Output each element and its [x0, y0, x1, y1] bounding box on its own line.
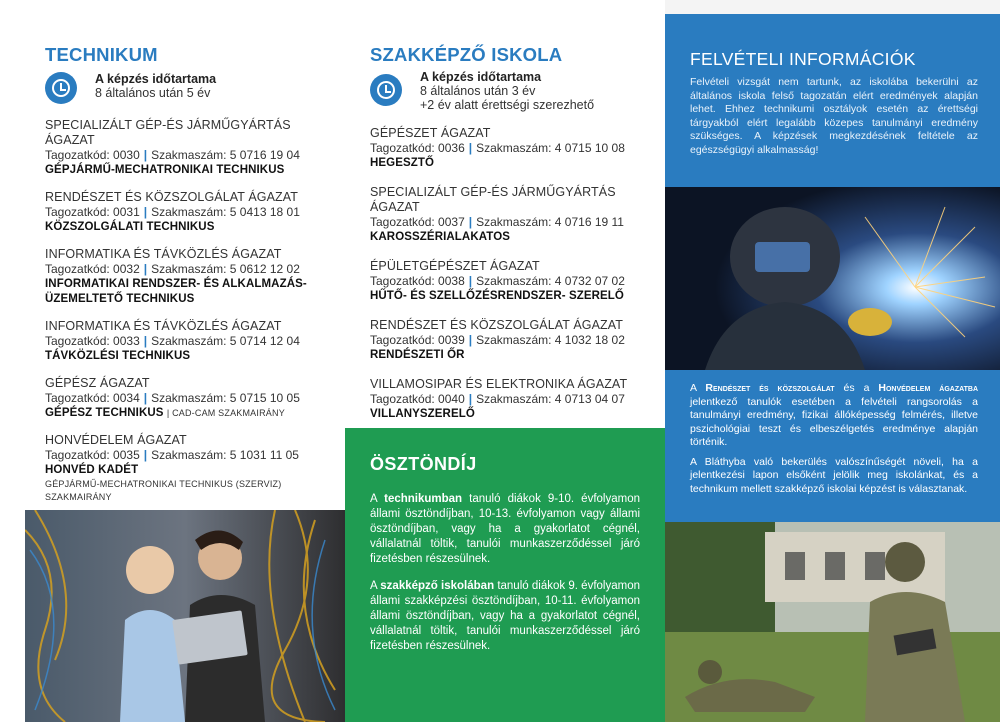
- sector-title: SPECIALIZÁLT GÉP-ÉS JÁRMŰGYÁRTÁS ÁGAZAT: [45, 118, 291, 147]
- sector-title: GÉPÉSZET ÁGAZAT: [370, 126, 491, 140]
- admission-criteria-panel: [665, 370, 1000, 522]
- szakkepzo-duration: [370, 70, 660, 112]
- soldiers-photo: [665, 522, 1000, 722]
- section-code: Tagozatkód: 0031: [45, 205, 140, 219]
- program-block: [45, 118, 340, 178]
- text-run-bold: technikumban: [384, 493, 463, 505]
- duration-title: A képzés időtartama: [420, 70, 542, 84]
- program-block: [370, 259, 660, 304]
- text-run-bold: Honvédelem ágazatba: [878, 382, 979, 394]
- program-block: [45, 376, 340, 421]
- felveteli-text: Felvételi vizsgát nem tartunk, az iskolába bekerülni az általános iskola felső tagozatán elért eredmények alapján lehet. Ehhez technikumi osztályok esetén az érettségi tárgyakból elért legalább közepes tanulmányi eredmény szükséges. A képzések megkezdésének feltétele az egészségügyi alkalmasság!: [690, 76, 978, 156]
- osztondij-title: ÖSZTÖNDÍJ: [370, 454, 477, 474]
- felveteli-panel: [665, 14, 1000, 187]
- technikum-column: [0, 0, 345, 722]
- section-code: Tagozatkód: 0036: [370, 141, 465, 155]
- program-block: [370, 318, 660, 363]
- profession-name: TÁVKÖZLÉSI TECHNIKUS: [45, 350, 191, 362]
- profession-number: Szakmaszám: 5 0714 12 04: [151, 334, 300, 348]
- text-run: A: [370, 493, 385, 505]
- section-code: Tagozatkód: 0037: [370, 215, 465, 229]
- program-codes: Tagozatkód: 0039 | Szakmaszám: 4 1032 18 02: [370, 333, 625, 347]
- duration-line: 8 általános után 5 év: [95, 86, 211, 100]
- program-codes: Tagozatkód: 0035 | Szakmaszám: 5 1031 11 05: [45, 448, 299, 462]
- profession-number: Szakmaszám: 4 1032 18 02: [476, 333, 625, 347]
- profession-name: HONVÉD KADÉT: [45, 464, 139, 476]
- section-code: Tagozatkód: 0035: [45, 448, 140, 462]
- text-run: és a: [834, 382, 879, 394]
- sector-title: ÉPÜLETGÉPÉSZET ÁGAZAT: [370, 259, 540, 273]
- sector-title: INFORMATIKA ÉS TÁVKÖZLÉS ÁGAZAT: [45, 319, 282, 333]
- sector-title: RENDÉSZET ÉS KÖZSZOLGÁLAT ÁGAZAT: [45, 190, 299, 204]
- text-run-bold: Rendészet és közszolgálat: [705, 382, 835, 394]
- section-code: Tagozatkód: 0039: [370, 333, 465, 347]
- osztondij-panel: [345, 428, 665, 722]
- sector-title: VILLAMOSIPAR ÉS ELEKTRONIKA ÁGAZAT: [370, 377, 628, 391]
- soldiers-photo-illustration: [665, 522, 1000, 722]
- duration-line-2: +2 év alatt érettségi szerezhető: [420, 98, 595, 112]
- osztondij-text: [370, 492, 640, 666]
- sector-title: SPECIALIZÁLT GÉP-ÉS JÁRMŰGYÁRTÁS ÁGAZAT: [370, 185, 616, 214]
- profession-name: HEGESZTŐ: [370, 157, 435, 169]
- profession-number: Szakmaszám: 4 0716 19 11: [476, 215, 624, 229]
- program-block: [45, 247, 340, 307]
- program-codes: Tagozatkód: 0040 | Szakmaszám: 4 0713 04 07: [370, 392, 625, 406]
- program-block: [45, 433, 340, 504]
- program-codes: Tagozatkód: 0037 | Szakmaszám: 4 0716 19 11: [370, 215, 624, 229]
- clock-icon: [370, 74, 402, 106]
- text-run: A: [690, 382, 706, 394]
- program-block: [45, 190, 340, 235]
- duration-title: A képzés időtartama: [95, 72, 217, 86]
- criteria-paragraph-2: A Bláthyba való bekerülés valószínűségét növeli, ha a jelentkezési lapon elsőként jelölik meg iskolánkat, és a technikum mellett szakképző iskolai képzést is választanak.: [690, 455, 978, 495]
- program-codes: Tagozatkód: 0036 | Szakmaszám: 4 0715 10 08: [370, 141, 625, 155]
- duration-line: 8 általános után 3 év: [420, 84, 536, 98]
- program-codes: Tagozatkód: 0038 | Szakmaszám: 4 0732 07 02: [370, 274, 625, 288]
- profession-number: Szakmaszám: 5 0612 12 02: [151, 262, 300, 276]
- sector-title: INFORMATIKA ÉS TÁVKÖZLÉS ÁGAZAT: [45, 247, 282, 261]
- profession-name: KAROSSZÉRIALAKATOS: [370, 231, 511, 243]
- osztondij-paragraph-1: [370, 492, 640, 567]
- program-codes: Tagozatkód: 0032 | Szakmaszám: 5 0612 12 02: [45, 262, 300, 276]
- profession-note: | CAD-CAM SZAKMAIRÁNY: [166, 408, 285, 418]
- profession-number: Szakmaszám: 5 0716 19 04: [151, 148, 300, 162]
- profession-name: INFORMATIKAI RENDSZER- ÉS ALKALMAZÁS-ÜZEMELTETŐ TECHNIKUS: [45, 278, 307, 305]
- profession-name: RENDÉSZETI ŐR: [370, 349, 465, 361]
- program-codes: Tagozatkód: 0033 | Szakmaszám: 5 0714 12 04: [45, 334, 300, 348]
- szakkepzo-title: SZAKKÉPZŐ ISKOLA: [370, 44, 563, 65]
- profession-name: KÖZSZOLGÁLATI TECHNIKUS: [45, 221, 215, 233]
- profession-number: Szakmaszám: 4 0715 10 08: [476, 141, 625, 155]
- clock-icon: [45, 72, 77, 104]
- section-code: Tagozatkód: 0034: [45, 391, 140, 405]
- program-block: [370, 377, 660, 422]
- welder-photo: [665, 187, 1000, 370]
- welder-photo-illustration: [665, 187, 1000, 370]
- it-technicians-photo: [25, 510, 345, 722]
- program-block: [370, 185, 660, 245]
- program-codes: Tagozatkód: 0031 | Szakmaszám: 5 0413 18 01: [45, 205, 300, 219]
- profession-number: Szakmaszám: 4 0713 04 07: [476, 392, 625, 406]
- text-run: A: [370, 580, 381, 592]
- sector-title: HONVÉDELEM ÁGAZAT: [45, 433, 187, 447]
- profession-number: Szakmaszám: 4 0732 07 02: [476, 274, 625, 288]
- text-run: jelentkező tanulók esetében a felvételi rangsorolás a tanulmányi eredmény, fizikai állóképesség felmérés, illetve pszichológiai teszt és elbeszélgetés eredménye alapján történik.: [690, 395, 978, 448]
- profession-number: Szakmaszám: 5 0715 10 05: [151, 391, 300, 405]
- profession-subtext: GÉPJÁRMŰ-MECHATRONIKAI TECHNIKUS (SZERVIZ) SZAKMAIRÁNY: [45, 479, 282, 502]
- program-block: [45, 319, 340, 364]
- text-run: tanuló diákok 9-10. évfolyamon állami ösztöndíjban, 10-13. évfolyamon vagy állami ösztöndíjban, vagy ha a gyakorlatot cégnél, vállalatnál töltik, tanulói munkaszerződéssel járó fizetésben részesülnek.: [370, 493, 640, 565]
- it-photo-illustration: [25, 510, 345, 722]
- program-codes: Tagozatkód: 0034 | Szakmaszám: 5 0715 10 05: [45, 391, 300, 405]
- program-codes: Tagozatkód: 0030 | Szakmaszám: 5 0716 19 04: [45, 148, 300, 162]
- technikum-list: [45, 118, 340, 504]
- technikum-duration: [45, 72, 340, 104]
- profession-number: Szakmaszám: 5 0413 18 01: [151, 205, 300, 219]
- program-block: [370, 126, 660, 171]
- text-run-bold: szakképző iskolában: [380, 580, 495, 592]
- text-run: tanuló diákok 9. évfolyamon állami szakképzési ösztöndíjban, 10-11. évfolyamon állami ösztöndíjban, vagy ha a gyakorlatot cégnél, vállalatnál töltik, tanulói munkaszerződéssel járó fizetésben részesülnek.: [370, 580, 640, 652]
- szakkepzo-column: [345, 0, 665, 722]
- profession-name-text: GÉPÉSZ TECHNIKUS: [45, 407, 164, 419]
- profession-number: Szakmaszám: 5 1031 11 05: [151, 448, 299, 462]
- szakkepzo-list: [370, 126, 660, 422]
- technikum-title: TECHNIKUM: [45, 44, 158, 65]
- felveteli-column: [665, 0, 1000, 722]
- sector-title: GÉPÉSZ ÁGAZAT: [45, 376, 150, 390]
- sector-title: RENDÉSZET ÉS KÖZSZOLGÁLAT ÁGAZAT: [370, 318, 624, 332]
- profession-name: HŰTŐ- ÉS SZELLŐZÉSRENDSZER- SZERELŐ: [370, 290, 624, 302]
- felveteli-title: FELVÉTELI INFORMÁCIÓK: [690, 49, 916, 69]
- section-code: Tagozatkód: 0038: [370, 274, 465, 288]
- profession-name: [45, 406, 340, 421]
- profession-name: GÉPJÁRMŰ-MECHATRONIKAI TECHNIKUS: [45, 164, 285, 176]
- section-code: Tagozatkód: 0040: [370, 392, 465, 406]
- section-code: Tagozatkód: 0033: [45, 334, 140, 348]
- section-code: Tagozatkód: 0032: [45, 262, 140, 276]
- admission-criteria-text: [690, 382, 978, 502]
- criteria-paragraph-1: [690, 382, 978, 450]
- profession-name: VILLANYSZERELŐ: [370, 408, 475, 420]
- section-code: Tagozatkód: 0030: [45, 148, 140, 162]
- osztondij-paragraph-2: [370, 579, 640, 654]
